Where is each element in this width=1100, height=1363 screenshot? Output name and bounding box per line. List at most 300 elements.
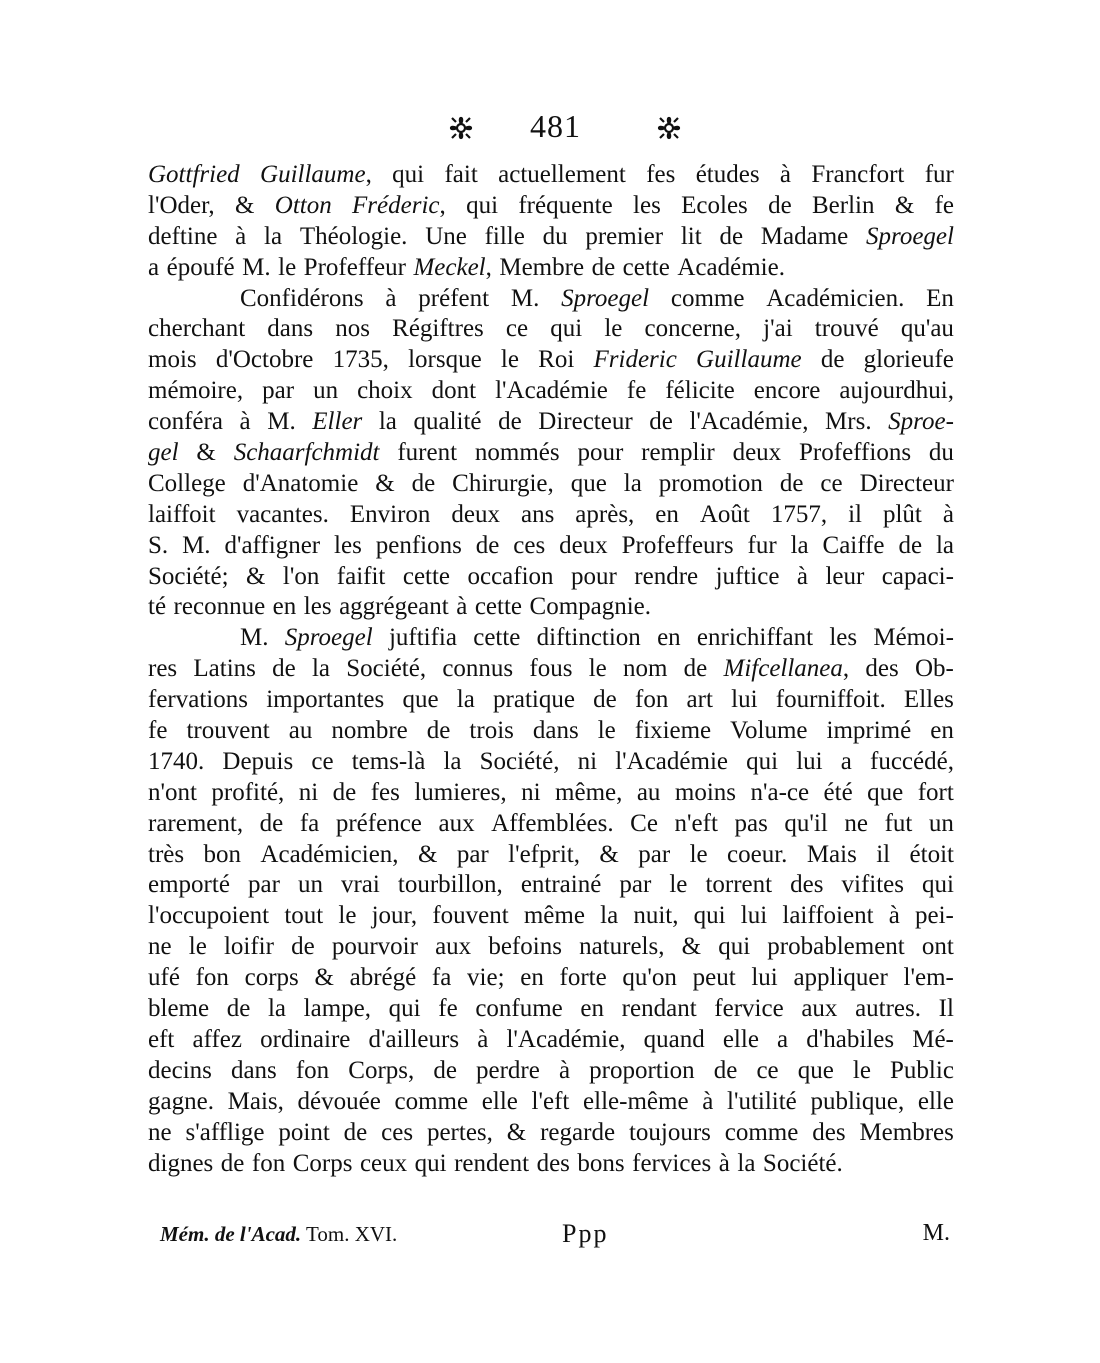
word: à (888, 902, 900, 930)
word: elle (722, 1025, 759, 1053)
word: du (542, 222, 568, 250)
word: té (148, 593, 167, 621)
word: probablement (767, 933, 905, 961)
word: Académie. (677, 253, 785, 281)
word: la (311, 655, 331, 683)
word: l'Académie, (506, 1025, 626, 1053)
word: au (288, 717, 313, 745)
text-line (148, 1149, 954, 1180)
word: qui (550, 315, 583, 343)
word: Ecoles (681, 191, 748, 219)
word: Profeffions (799, 439, 912, 467)
word: M. (510, 284, 540, 312)
text-line (148, 592, 954, 623)
page-footer (160, 1219, 950, 1252)
word: Latins (193, 655, 256, 683)
word: de (713, 1056, 738, 1084)
word: qui (388, 995, 421, 1023)
word: quand (643, 1025, 705, 1053)
word: gel (148, 439, 179, 467)
word: decins (148, 1056, 212, 1084)
word: publique, (810, 1087, 905, 1115)
word: laiffoit (148, 500, 216, 528)
word: de (343, 1118, 368, 1146)
word: par (619, 871, 652, 899)
word: ces (513, 531, 546, 559)
word: 1740. (148, 747, 205, 775)
word: M. (182, 531, 211, 559)
word: & (245, 562, 266, 590)
word: Ce (630, 809, 658, 837)
word: ce (311, 747, 334, 775)
word: l'on (282, 562, 320, 590)
word: Membres (859, 1118, 954, 1146)
word: trouvé (814, 315, 879, 343)
word: Berlin (812, 191, 875, 219)
word: toujours (628, 1118, 711, 1146)
word: ce (505, 315, 529, 343)
word: regarde (540, 1118, 616, 1146)
word: études (695, 161, 760, 188)
word: encore (753, 377, 821, 405)
word: cette (474, 593, 523, 621)
word: vifites (841, 871, 904, 899)
word: leur (825, 562, 865, 590)
word: & (375, 469, 395, 497)
word: rendre (634, 562, 699, 590)
word: & (314, 964, 334, 992)
word: Mémoi- (873, 624, 954, 652)
page-number: 481 (530, 108, 581, 144)
word: plût (882, 500, 922, 528)
word: appliquer (793, 964, 888, 992)
text-line (148, 191, 954, 222)
word: la (456, 686, 475, 714)
word: des (865, 655, 899, 683)
word: vie; (467, 964, 505, 992)
word: au (636, 778, 661, 806)
text-line (148, 994, 954, 1025)
word: dans (532, 717, 579, 745)
word: fervices (632, 1149, 712, 1177)
word: fon (295, 1056, 330, 1084)
source-volume: Tom. XVI. (301, 1222, 398, 1246)
word: Ob- (914, 655, 954, 683)
fleuron-ornament-right-icon (652, 112, 686, 144)
word: il (876, 840, 891, 868)
word: fur (747, 531, 777, 559)
word: juftice (715, 562, 780, 590)
word: Mifcellanea, (723, 655, 850, 683)
word: pratique (493, 686, 575, 714)
word: à (235, 222, 247, 250)
word: pour (577, 439, 624, 467)
text-line (148, 716, 954, 747)
word: choix (357, 377, 413, 405)
word: dévouée (297, 1087, 381, 1115)
word: à (779, 161, 792, 188)
word: préfent (418, 284, 490, 312)
word: d'Octobre (215, 346, 314, 374)
word: conféra (148, 408, 223, 436)
word: les (334, 531, 362, 559)
word: lui (796, 747, 823, 775)
word: du (928, 439, 954, 467)
text-line (148, 840, 954, 871)
word: capaci- (881, 562, 954, 590)
word: point (278, 1118, 330, 1146)
word: de (820, 346, 845, 374)
word: de (226, 995, 251, 1023)
word: Une (425, 222, 467, 250)
word: ne (148, 933, 172, 961)
word: laiffoient (782, 902, 874, 930)
word: Fréderic, (352, 191, 446, 219)
word: qui (392, 161, 425, 188)
word: à (796, 562, 808, 590)
word: lit (680, 222, 702, 250)
text-line (148, 222, 954, 253)
word: que (402, 686, 439, 714)
word: furent (397, 439, 458, 467)
text-line (148, 345, 954, 376)
paragraph (148, 623, 954, 1179)
word: fixieme (634, 717, 712, 745)
word: enrichiffant (696, 624, 814, 652)
word: a (840, 747, 852, 775)
word: Mrs. (825, 408, 872, 436)
word: d'habiles (806, 1025, 895, 1053)
word: Directeur (538, 408, 633, 436)
word: tout (284, 902, 324, 930)
word: tems-là (351, 747, 426, 775)
word: ceux (359, 1149, 408, 1177)
word: ces (381, 1118, 414, 1146)
word: nuit, (633, 902, 679, 930)
word: la (378, 408, 397, 436)
word: jour, (371, 902, 418, 930)
text-line (148, 747, 954, 778)
word: perdre (476, 1056, 540, 1084)
word: le (588, 655, 607, 683)
word: entrainé (520, 871, 602, 899)
word: par (456, 840, 489, 868)
word: fe (934, 191, 954, 219)
text-line (148, 1056, 954, 1087)
word: l'Académie (615, 747, 728, 775)
word: en (580, 995, 605, 1023)
word: de (591, 253, 616, 281)
word: College (148, 469, 226, 497)
word: un (313, 377, 339, 405)
word: Mé- (912, 1025, 954, 1053)
text-line (148, 1025, 954, 1056)
word: s'afflige (185, 1118, 265, 1146)
word: elle-même (583, 1087, 689, 1115)
word: Meckel, (413, 253, 492, 281)
text-line (148, 685, 954, 716)
word: Académicien, (260, 840, 399, 868)
word: dignes (148, 1149, 214, 1177)
word: art (686, 686, 713, 714)
word: imprimé (826, 717, 912, 745)
word: de (475, 531, 500, 559)
word: aggrégeant (339, 593, 449, 621)
paragraph (148, 284, 954, 624)
word: diftinction (536, 624, 641, 652)
word: befoins (488, 933, 562, 961)
word: Elles (903, 686, 954, 714)
word: Gottfried (148, 161, 240, 188)
word: de (220, 1149, 245, 1177)
word: occafion (467, 562, 554, 590)
word: lui (740, 902, 768, 930)
word: les (633, 191, 661, 219)
word: la (737, 1149, 756, 1177)
word: Madame (760, 222, 849, 250)
word: lui (731, 686, 758, 714)
word: ni (298, 778, 319, 806)
word: M. (240, 624, 269, 652)
word: étoit (909, 840, 954, 868)
word: à (942, 500, 954, 528)
word: qui (922, 871, 954, 899)
word: que (867, 778, 904, 806)
word: Profeffeur (303, 253, 406, 281)
word: actuellement (498, 161, 626, 188)
word: reconnue (173, 593, 266, 621)
word: de (259, 809, 284, 837)
word: abrégé (349, 964, 417, 992)
text-line (148, 654, 954, 685)
word: confume (475, 995, 563, 1023)
word: ce (756, 1056, 779, 1084)
word: qu'il (784, 809, 828, 837)
word: eft (148, 1025, 175, 1053)
word: de (411, 469, 436, 497)
word: Schaarfchmidt (233, 439, 380, 467)
word: Caiffe (822, 531, 885, 559)
word: en (657, 624, 681, 652)
word: aujourdhui, (839, 377, 954, 405)
word: elle (917, 1087, 954, 1115)
text-line (148, 963, 954, 994)
word: Sproegel (561, 284, 650, 312)
word: pertes, (426, 1118, 493, 1146)
word: glorieufe (863, 346, 954, 374)
word: un (928, 809, 954, 837)
word: fon (251, 1149, 286, 1177)
word: fa (299, 809, 320, 837)
word: été (823, 778, 853, 806)
text-line (148, 531, 954, 562)
word: naturels, (579, 933, 665, 961)
word: pourvoir (331, 933, 418, 961)
word: à (477, 1025, 489, 1053)
word: d'affigner (224, 531, 321, 559)
word: Société; (148, 562, 229, 590)
word: proportion (589, 1056, 695, 1084)
page-body-text (148, 160, 954, 1179)
word: mémoire, (148, 377, 244, 405)
word: Public (890, 1056, 954, 1084)
text-line (148, 562, 954, 593)
word: vacantes. (236, 500, 329, 528)
word: pour (571, 562, 617, 590)
word: & (196, 439, 216, 467)
word: la (443, 747, 462, 775)
word: rendent (454, 1149, 530, 1177)
word: fille (484, 222, 525, 250)
word: n'eft (674, 809, 718, 837)
word: le (338, 902, 357, 930)
word: gagne. (148, 1087, 214, 1115)
word: de (719, 222, 744, 250)
word: ans (520, 500, 555, 528)
word: fuccédé, (870, 747, 954, 775)
word: Francfort (811, 161, 905, 188)
word: & (417, 840, 438, 868)
word: Société, (346, 655, 427, 683)
word: remplir (641, 439, 715, 467)
word: bon (203, 840, 242, 868)
word: de (779, 469, 804, 497)
word: pas (734, 809, 768, 837)
word: elle (481, 1087, 518, 1115)
word: loifir (223, 933, 274, 961)
word: il (848, 500, 862, 528)
paragraph (148, 160, 954, 284)
word: ni (521, 778, 541, 806)
word: Compagnie. (529, 593, 652, 621)
text-line (148, 870, 954, 901)
word: la (623, 469, 642, 497)
word: ne (844, 809, 868, 837)
word: premier (585, 222, 664, 250)
text-line (148, 932, 954, 963)
word: Environ (349, 500, 431, 528)
word: de (683, 655, 708, 683)
word: deftine (148, 222, 218, 250)
word: de (498, 408, 522, 436)
word: fes (370, 778, 400, 806)
word: fur (924, 161, 954, 188)
word: fon (635, 686, 669, 714)
word: la (267, 995, 287, 1023)
word: 1735, (332, 346, 389, 374)
word: fon (195, 964, 229, 992)
word: Membre (499, 253, 585, 281)
text-line (148, 623, 954, 654)
word: félicite (665, 377, 735, 405)
word: fréquente (518, 191, 613, 219)
word: Affemblées. (491, 809, 614, 837)
word: res (148, 655, 178, 683)
word: l'Académie, (689, 408, 809, 436)
text-line (148, 500, 954, 531)
word: aux (438, 809, 475, 837)
word: des (536, 1149, 570, 1177)
word: par (247, 871, 280, 899)
word: Volume (730, 717, 808, 745)
word: les (829, 624, 858, 652)
word: ne (148, 1118, 172, 1146)
source-reference (160, 1222, 397, 1247)
word: affez (192, 1025, 242, 1053)
word: de (768, 191, 792, 219)
word: dans (267, 315, 314, 343)
word: la (600, 902, 619, 930)
signature-mark: Ppp (562, 1219, 609, 1248)
word: de (291, 933, 315, 961)
word: Corps (292, 1149, 353, 1177)
word: Régiftres (392, 315, 484, 343)
word: fe (148, 717, 168, 745)
word: l'Académie (495, 377, 608, 405)
word: qualité (413, 408, 482, 436)
text-line (148, 438, 954, 469)
word: la (790, 531, 809, 559)
word: qu'au (900, 315, 954, 343)
word: qui (746, 747, 779, 775)
word: M. (267, 408, 296, 436)
word: ont (921, 933, 954, 961)
word: ufé (148, 964, 180, 992)
word: lampe, (303, 995, 372, 1023)
word: deux (559, 531, 608, 559)
word: & (235, 191, 255, 219)
word: à (385, 284, 397, 312)
word: Août (699, 500, 750, 528)
word: moins (674, 778, 737, 806)
word: fait (444, 161, 478, 188)
word: & (599, 840, 619, 868)
word: à (702, 1087, 714, 1115)
word: lorsque (408, 346, 482, 374)
word: vrai (340, 871, 380, 899)
word: lumieres, (414, 778, 507, 806)
word: comme (724, 1118, 799, 1146)
word: l'efprit, (508, 840, 580, 868)
word: aux (435, 933, 472, 961)
word: faifit (336, 562, 386, 590)
word: trois (469, 717, 514, 745)
word: de (433, 1056, 457, 1084)
word: Guillaume, (260, 161, 372, 188)
word: M. (242, 253, 271, 281)
word: un (297, 871, 323, 899)
word: j'ai (763, 315, 793, 343)
word: Société. (762, 1149, 843, 1177)
word: penfions (375, 531, 462, 559)
word: même, (555, 778, 623, 806)
text-line (148, 407, 954, 438)
word: nom (622, 655, 668, 683)
word: Chirurgie, (452, 469, 554, 497)
word: importantes (266, 686, 385, 714)
word: Société, (479, 747, 560, 775)
word: les (303, 593, 332, 621)
word: & (681, 933, 702, 961)
word: à (239, 408, 251, 436)
word: Frideric (593, 346, 677, 374)
word: de (593, 686, 617, 714)
word: connus (442, 655, 514, 683)
word: cherchant (148, 315, 246, 343)
text-line (148, 253, 954, 284)
word: après, (575, 500, 635, 528)
word: le (669, 871, 688, 899)
